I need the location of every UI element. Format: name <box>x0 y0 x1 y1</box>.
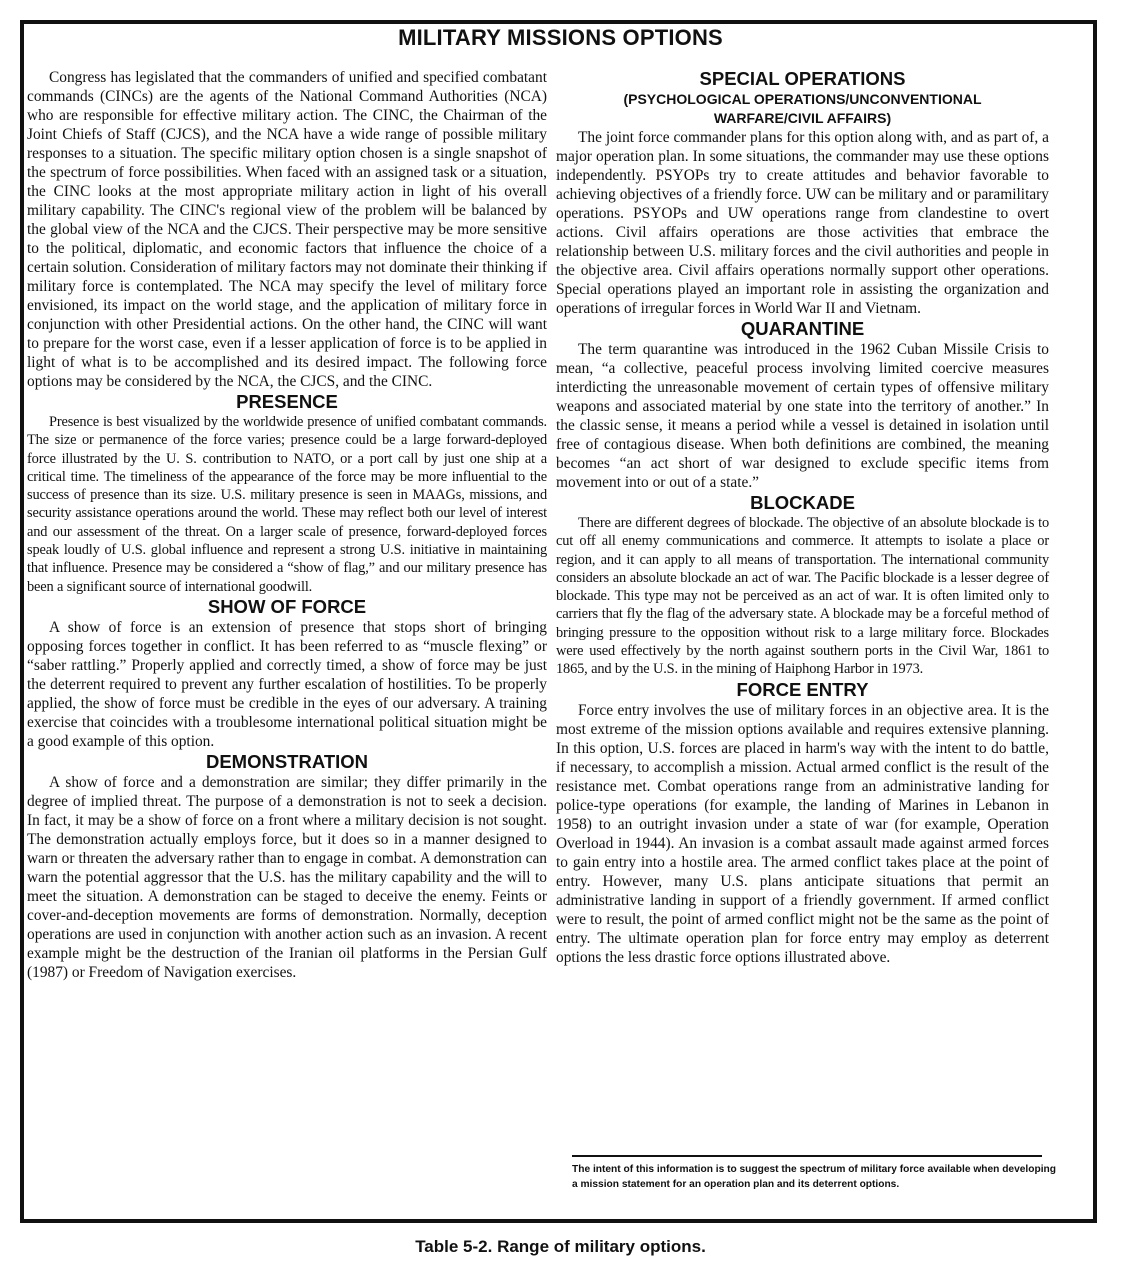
special-operations-heading: SPECIAL OPERATIONS <box>699 68 906 89</box>
blockade-paragraph: There are different degrees of blockade. The objective of an absolute blockade is to cut off all enemy communications and commerce. It attempts to isolate a place or region, and it can apply to all means of transportation. The international community considers an absolute blockade an act of war. The Pacific blockade is a lesser degree of blockade. This type may not be perceived as an act of war. It is often limited only to carriers that fly the flag of the adversary state. A blockade may be a forceful method of bringing pressure to the opposition without risk to a large military force. Blockades were used effectively by the north against southern ports in the Civil War, 1861 to 1865, and by the U.S. in the mining of Haiphong Harbor in 1973. <box>556 515 1049 678</box>
presence-heading: PRESENCE <box>236 391 338 412</box>
footnote: The intent of this information is to suggest the spectrum of military force available when developing a mission statement for an operation plan and its deterrent options. <box>572 1164 1056 1190</box>
page-title: MILITARY MISSIONS OPTIONS <box>398 25 723 50</box>
presence-paragraph: Presence is best visualized by the worldwide presence of unified combatant commands. The size or permanence of the force varies; presence could be a large forward-deployed force illustrated by the U. S. contribution to NATO, or a port call by just one ship at a critical time. The timeliness of the appearance of the force may be more influential to the success of presence than its size. U.S. military presence is seen in MAAGs, missions, and security assistance operations around the world. These may reflect both our level of interest and our assessment of the threat. On a larger scale of presence, forward-deployed forces speak loudly of U.S. global influence and represent a strong U.S. initiative in maintaining that influence. Presence may be considered a “show of flag,” and our military presence has been a significant source of international goodwill. <box>27 414 547 595</box>
special-operations-subheading-2: WARFARE/CIVIL AFFAIRS) <box>713 110 892 126</box>
special-operations-subheading: (PSYCHOLOGICAL OPERATIONS/UNCONVENTIONAL <box>623 91 982 107</box>
left-column <box>27 68 547 982</box>
blockade-heading: BLOCKADE <box>750 492 855 513</box>
right-column <box>556 68 1049 967</box>
footnote-divider <box>572 1155 1042 1157</box>
show-of-force-heading: SHOW OF FORCE <box>207 595 367 617</box>
force-entry-heading: FORCE ENTRY <box>736 678 869 700</box>
demonstration-paragraph: A show of force and a demonstration are similar; they differ primarily in the degree of implied threat. The purpose of a demonstration is not to seek a decision. In fact, it may be a show of force on a front where a military decision is not sought. The demonstration actually employs force, but it does so in a manner designed to warn or threaten the adversary rather than to engage in combat. A demonstration can warn the potential aggressor that the U.S. has the military capability and the will to meet the situation. A demonstration can be staged to deceive the enemy. Feints or cover-and-deception movements are forms of demonstration. Normally, deception operations are used in conjunction with another action such as an invasion. A recent example might be the destruction of the Iranian oil platforms in the Persian Gulf (1987) or Freedom of Navigation exercises. <box>27 773 547 981</box>
table-caption: Table 5-2. Range of military options. <box>415 1237 706 1256</box>
show-of-force-paragraph: A show of force is an extension of presence that stops short of bringing opposing forces together in conflict. It has been referred to as “muscle flexing” or “saber rattling.” Properly applied and correctly timed, a show of force may be just the deterrent required to prevent any further escalation of hostilities. To be properly applied, the show of force must be credible in the eyes of our adversary. A training exercise that coincides with a troublesome international political situation might be a good example of this option. <box>27 618 547 750</box>
quarantine-paragraph: The term quarantine was introduced in the 1962 Cuban Missile Crisis to mean, “a collective, peaceful process involving limited coercive measures interdicting the unreasonable movement of certain types of offensive military weapons and associated material by one state into the territory of another.” In the classic sense, it means a period while a vessel is detained in isolation until free of contagious disease. When both definitions are combined, the meaning becomes “an act short of war designed to exclude specific items from movement into or out of a state.” <box>556 341 1049 491</box>
force-entry-paragraph: Force entry involves the use of military forces in an objective area. It is the most extreme of the mission options available and requires extensive planning. In this option, U.S. forces are placed in harm's way with the intent to do battle, if necessary, to accomplish a mission. Actual armed conflict is the result of the resistance met. Combat operations range from an administrative landing for police-type operations (for example, the landing of Marines in Lebanon in 1958) to an outright invasion under a state of war (for example, Operation Overload in 1944). An invasion is a combat assault made against armed forces to gain entry into a hostile area. The armed conflict takes place at the point of entry. However, many U.S. plans anticipate situations that permit an administrative landing in support of a friendly government. If armed conflict were to result, the point of armed conflict might not be the same as the point of entry. The ultimate operation plan for force entry may employ as deterrent options the less drastic force options illustrated above. <box>556 701 1049 966</box>
quarantine-heading: QUARANTINE <box>740 318 865 339</box>
intro-paragraph: Congress has legislated that the commanders of unified and specified combatant commands (CINCs) are the agents of the National Command Authorities (NCA) who are responsible for effective military action. The CINC, the Chairman of the Joint Chiefs of Staff (CJCS), and the NCA have a wide range of possible military responses to a situation. The specific military option chosen is a single snapshot of the spectrum of force possibilities. When faced with an assigned task or a situation, the CINC looks at the most appropriate military action in light of his overall military capability. The CINC's regional view of the problem will be balanced by the global view of the NCA and the CJCS. Their perspective may be more sensitive to the political, diplomatic, and economic factors that influence the choice of a certain solution. Consideration of military factors may not dominate their thinking if military force is contemplated. The NCA may specify the level of military force envisioned, its impact on the world stage, and the application of military force in conjunction with other Presidential actions. On the other hand, the CINC will want to prepare for the worst case, even if a lesser application of force is to be applied in light of what is to be accomplished and its desired impact. The following force options may be considered by the NCA, the CJCS, and the CINC. <box>27 69 547 390</box>
special-operations-paragraph: The joint force commander plans for this option along with, and as part of, a major operation plan. In some situations, the commander may use these options independently. PSYOPs try to create attitudes and behavior favorable to achieving objectives of a friendly force. UW can be military and or paramilitary operations. PSYOPs and UW operations range from clandestine to overt actions. Civil affairs operations are those activities that embrace the relationship between U.S. military forces and the civil authorities and people in the objective area. Civil affairs operations normally support other operations. Special operations played an important role in assisting the organization and operations of irregular forces in World War II and Vietnam. <box>556 129 1049 317</box>
demonstration-heading: DEMONSTRATION <box>205 750 369 772</box>
